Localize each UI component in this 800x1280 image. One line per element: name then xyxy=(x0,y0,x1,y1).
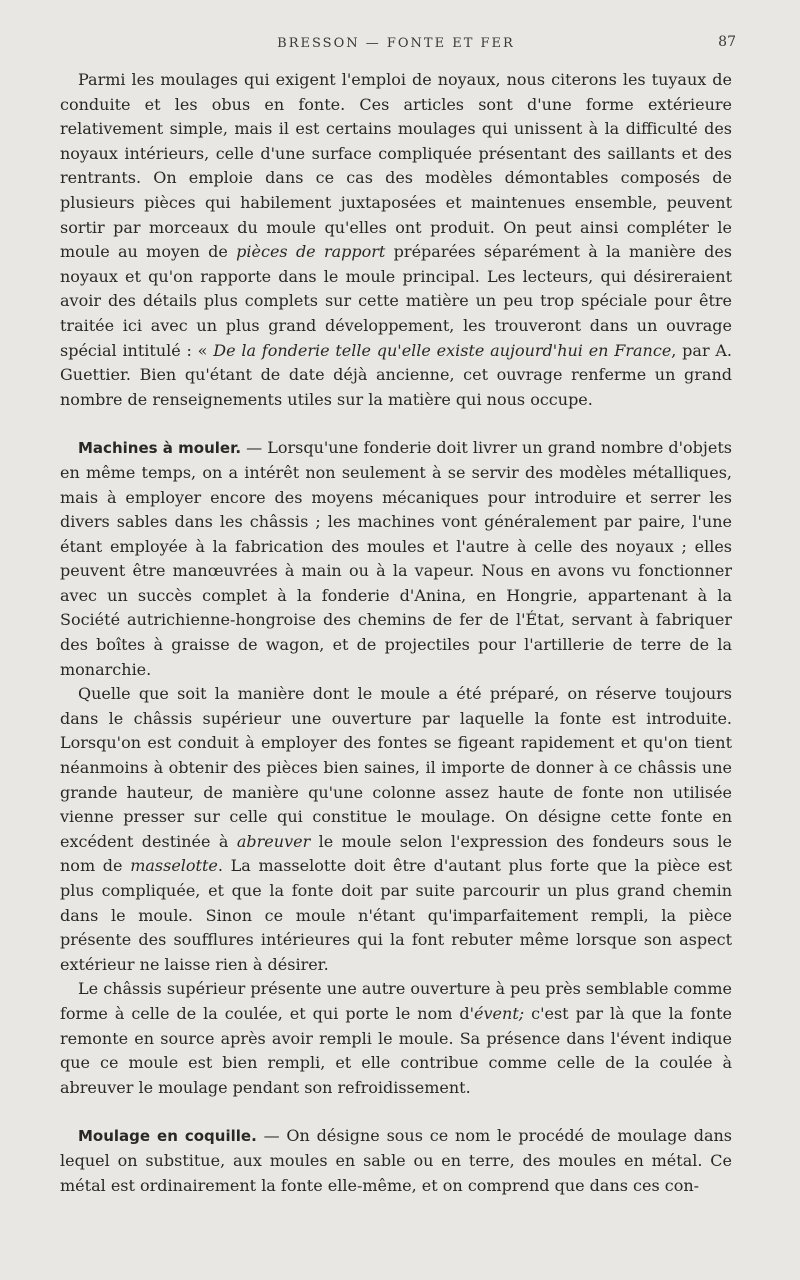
emphasis-text: abreuver xyxy=(236,831,311,851)
paragraph-text: préparées séparément à la manière des noyaux et qu'on rapporte dans le moule principal. Les lecteurs, qui désireraient avoir des détails plus complets sur cette matière un peu trop spéciale pour être traitée ici avec un plus grand développement, les trouveront dans un ouvrage spécial intitulé : « xyxy=(60,242,733,360)
paragraph-coquille xyxy=(60,1124,732,1198)
paragraph-text: — On désigne sous ce nom le procédé de moulage dans lequel on substitue, aux moules en sable ou en terre, des moules en métal. Ce métal est ordinairement la fonte elle-même, et on comprend que dans ces con- xyxy=(60,1126,732,1195)
paragraph-text: le moule selon l'expression des fondeurs sous le nom de xyxy=(60,831,732,876)
paragraph-masselotte xyxy=(60,682,732,977)
running-title: BRESSON — FONTE ET FER xyxy=(277,36,515,51)
emphasis-text: masselotte xyxy=(130,856,218,876)
section-heading-machines: Machines à mouler. xyxy=(78,439,242,458)
paragraph-noyaux xyxy=(60,68,732,412)
book-title: De la fonderie telle qu'elle existe aujourd'hui en France xyxy=(213,340,672,360)
paragraph-text: Le châssis supérieur présente une autre ouverture à peu près semblable comme forme à celle de la coulée, et qui porte le nom d' xyxy=(60,979,732,1023)
paragraph-text: Quelle que soit la manière dont le moule a été préparé, on réserve toujours dans le châssis supérieur une ouverture par laquelle la fonte est introduite. Lorsqu'on est conduit à employer des fontes se figeant rapidement et qu'on tient néanmoins à obtenir des pièces bien saines, il importe de donner à ce châssis une grande hauteur, de manière qu'une colonne assez haute de fonte non utilisée vienne presser sur celle qui constitue le moulage. On désigne cette fonte en excédent destinée à xyxy=(60,684,732,851)
emphasis-text: pièces de rapport xyxy=(236,242,386,262)
paragraph-text: Parmi les moulages qui exigent l'emploi de noyaux, nous citerons les tuyaux de conduite et les obus en fonte. Ces articles sont d'une forme extérieure relativement simple, mais il est certains moulages qui unissent à la difficulté des noyaux intérieurs, celle d'une surface compliquée présentant des saillants et des rentrants. On emploie dans ce cas des modèles démontables composés de plusieurs pièces qui habilement juxtaposées et maintenues ensemble, peuvent sortir par morceaux du moule qu'elles ont produit. On peut ainsi compléter le moule au moyen de xyxy=(60,70,732,262)
running-header xyxy=(60,28,736,58)
paragraph-text: . La masselotte doit être d'autant plus forte que la pièce est plus compliquée, et que la fonte doit par suite parcourir un plus grand chemin dans le moule. Sinon ce moule n'étant qu'imparfaitement rempli, la pièce présente des soufflures intérieures qui la font rebuter même lorsque son aspect extérieur ne laisse rien à désirer. xyxy=(60,856,733,974)
body-text xyxy=(60,68,732,1198)
page-number: 87 xyxy=(718,34,736,50)
section-heading-coquille: Moulage en coquille. xyxy=(78,1127,257,1146)
paragraph-text: c'est par là que la fonte remonte en source après avoir rempli le moule. Sa présence dans l'évent indique que ce moule est bien rempli, et elle contribue comme celle de la coulée à abreuver le moulage pendant son refroidissement. xyxy=(60,1003,733,1097)
emphasis-text: évent; xyxy=(474,1003,525,1023)
paragraph-text: — Lorsqu'une fonderie doit livrer un grand nombre d'objets en même temps, on a intérêt non seulement à se servir des modèles métalliques, mais à employer encore des moyens mécaniques pour introduire et serrer les divers sables dans les châssis ; les machines vont généralement par paire, l'une étant employée à la fabrication des moules et l'autre à celle des noyaux ; elles peuvent être manœuvrées à main ou à la vapeur. Nous en avons vu fonctionner avec un succès complet à la fonderie d'Anina, en Hongrie, appartenant à la Société autrichienne-hongroise des chemins de fer de l'État, servant à fabriquer des boîtes à graisse de wagon, et de projectiles pour l'artillerie de terre de la monarchie. xyxy=(60,438,732,679)
section-gap xyxy=(60,412,732,436)
section-gap xyxy=(60,1100,732,1124)
paragraph-event xyxy=(60,977,732,1100)
paragraph-text: , par A. Guettier. Bien qu'étant de date déjà ancienne, cet ouvrage renferme un grand nombre de renseignements utiles sur la matière qui nous occupe. xyxy=(60,340,733,409)
paragraph-machines xyxy=(60,436,732,682)
